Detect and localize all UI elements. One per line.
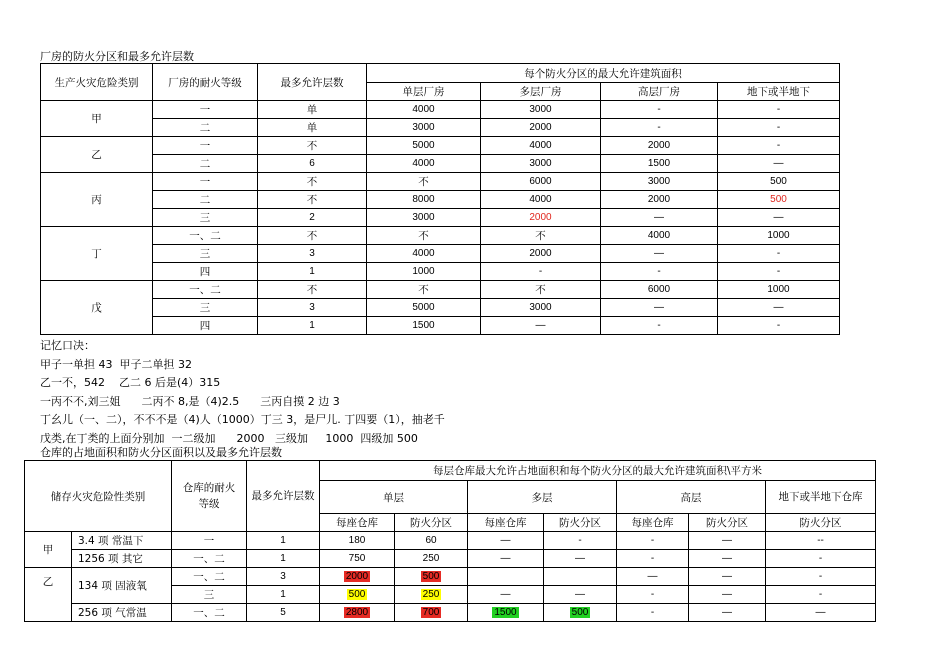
header-fire-zone: 防火分区 <box>395 514 468 532</box>
value-cell: - <box>601 317 718 335</box>
value-cell: 1000 <box>718 227 840 245</box>
value-cell: - <box>617 586 689 604</box>
table-row <box>41 101 840 119</box>
floors-cell: 5 <box>247 604 320 622</box>
header-fire-zone: 防火分区 <box>689 514 766 532</box>
highlight-red: 2800 <box>345 607 369 618</box>
header-category: 储存火灾危险性类别 <box>25 461 172 532</box>
highlight-green: 500 <box>571 607 589 618</box>
value-cell: 4000 <box>481 137 601 155</box>
value-cell: — <box>689 550 766 568</box>
memo-line: 甲子一单担 43 甲子二单担 32 <box>40 357 192 371</box>
grade-cell: 一、二 <box>172 604 247 622</box>
value-cell: - <box>617 604 689 622</box>
value-cell: - <box>601 101 718 119</box>
value-cell <box>544 568 617 586</box>
highlight-red: 2000 <box>345 571 369 582</box>
value-cell <box>320 586 395 604</box>
floors-cell: 1 <box>247 586 320 604</box>
header-max-floors: 最多允许层数 <box>247 461 320 532</box>
memo-line: 戊类,在丁类的上面分别加 一二级加 2000 三级加 1000 四级加 500 <box>40 431 418 445</box>
value-cell: - <box>544 532 617 550</box>
warehouse-fire-table <box>24 460 876 622</box>
memo-line: 丁幺儿（一、二），不不不是（4)人（1000）丁三 3，是尸儿. 丁四要（1），抽老千 <box>40 413 445 426</box>
header-max-area: 每个防火分区的最大允许建筑面积 <box>367 64 840 83</box>
memo-title: 记忆口决： <box>40 339 95 352</box>
value-cell: 6000 <box>481 173 601 191</box>
value-cell: 3000 <box>367 119 481 137</box>
value-cell: 3000 <box>367 209 481 227</box>
value-cell: 不 <box>367 281 481 299</box>
category-cell: 甲 <box>41 101 153 137</box>
header-multi-floor: 多层厂房 <box>481 83 601 101</box>
value-cell: 2000 <box>601 191 718 209</box>
grade-cell: 四 <box>153 317 258 335</box>
floors-cell: 1 <box>247 532 320 550</box>
value-cell: — <box>601 245 718 263</box>
value-cell: — <box>689 586 766 604</box>
table-row <box>41 227 840 245</box>
grade-cell: 一、二 <box>172 550 247 568</box>
value-cell: 3000 <box>601 173 718 191</box>
value-cell: 180 <box>320 532 395 550</box>
grade-cell: 一 <box>153 137 258 155</box>
grade-cell: 二 <box>153 119 258 137</box>
value-cell: 不 <box>367 227 481 245</box>
value-cell: 1000 <box>718 281 840 299</box>
grade-cell: 三 <box>172 586 247 604</box>
grade-cell: 一 <box>153 173 258 191</box>
memo-block <box>40 337 445 448</box>
grade-cell: 三 <box>153 245 258 263</box>
value-cell: 3000 <box>481 101 601 119</box>
grade-cell: 一、二 <box>153 281 258 299</box>
header-single: 单层 <box>320 481 468 514</box>
value-cell: 4000 <box>601 227 718 245</box>
grade-cell: 一、二 <box>153 227 258 245</box>
floors-cell: 不 <box>258 173 367 191</box>
value-cell: 2000 <box>481 119 601 137</box>
table-row <box>41 209 840 227</box>
value-cell: 4000 <box>367 245 481 263</box>
value-cell: 不 <box>481 227 601 245</box>
table-row <box>25 568 876 586</box>
table2-caption: 仓库的占地面积和防火分区面积以及最多允许层数 <box>40 446 282 459</box>
floors-cell: 1 <box>258 263 367 281</box>
grade-cell: 一、二 <box>172 568 247 586</box>
value-cell: — <box>544 550 617 568</box>
header-fire-grade: 仓库的耐火等级 <box>172 461 247 532</box>
grade-cell: 一 <box>172 532 247 550</box>
value-cell: - <box>718 137 840 155</box>
value-cell: - <box>481 263 601 281</box>
table-row <box>41 155 840 173</box>
header-max-area: 每层仓库最大允许占地面积和每个防火分区的最大允许建筑面积\平方米 <box>320 461 876 481</box>
floors-cell: 不 <box>258 137 367 155</box>
value-cell: 60 <box>395 532 468 550</box>
value-cell <box>395 604 468 622</box>
floors-cell: 3 <box>258 299 367 317</box>
floors-cell: 6 <box>258 155 367 173</box>
value-cell <box>468 568 544 586</box>
value-cell: - <box>718 119 840 137</box>
value-cell: 8000 <box>367 191 481 209</box>
value-cell: 5000 <box>367 137 481 155</box>
value-cell: — <box>689 604 766 622</box>
value-cell: - <box>617 550 689 568</box>
category-cell: 乙 <box>25 568 72 622</box>
value-cell: — <box>544 586 617 604</box>
table1-caption: 厂房的防火分区和最多允许层数 <box>40 50 194 63</box>
value-cell: 3000 <box>481 155 601 173</box>
table-row <box>41 245 840 263</box>
header-high: 高层 <box>617 481 766 514</box>
floors-cell: 单 <box>258 101 367 119</box>
value-cell: — <box>689 532 766 550</box>
value-cell <box>544 604 617 622</box>
value-cell: — <box>689 568 766 586</box>
grade-cell: 三 <box>153 209 258 227</box>
value-cell: - <box>766 550 876 568</box>
value-cell: — <box>718 299 840 317</box>
header-high-rise: 高层厂房 <box>601 83 718 101</box>
header-fire-grade: 厂房的耐火等级 <box>153 64 258 101</box>
table-row <box>41 263 840 281</box>
value-cell: - <box>718 101 840 119</box>
value-cell: - <box>766 586 876 604</box>
value-cell: -- <box>766 532 876 550</box>
highlight-red: 500 <box>422 571 440 582</box>
category-cell: 戊 <box>41 281 153 335</box>
category-cell: 丙 <box>41 173 153 227</box>
value-cell: — <box>601 299 718 317</box>
value-cell: 4000 <box>367 101 481 119</box>
value-cell: - <box>601 119 718 137</box>
floors-cell: 不 <box>258 281 367 299</box>
grade-cell: 二 <box>153 155 258 173</box>
value-cell: 3000 <box>481 299 601 317</box>
table-row <box>25 550 876 568</box>
value-cell: 4000 <box>481 191 601 209</box>
category-cell: 乙 <box>41 137 153 173</box>
header-underground: 地下或半地下 <box>718 83 840 101</box>
value-cell: 500 <box>718 191 840 209</box>
category-cell: 丁 <box>41 227 153 281</box>
factory-fire-table <box>40 63 840 335</box>
value-cell: — <box>468 586 544 604</box>
header-per-warehouse: 每座仓库 <box>468 514 544 532</box>
floors-cell: 1 <box>258 317 367 335</box>
header-multi: 多层 <box>468 481 617 514</box>
value-cell: - <box>601 263 718 281</box>
value-cell: - <box>718 317 840 335</box>
value-cell: 4000 <box>367 155 481 173</box>
value-cell: 1500 <box>367 317 481 335</box>
value-cell: — <box>481 317 601 335</box>
value-cell <box>468 604 544 622</box>
value-cell: 1500 <box>601 155 718 173</box>
value-cell: 2000 <box>481 245 601 263</box>
floors-cell: 不 <box>258 227 367 245</box>
floors-cell: 不 <box>258 191 367 209</box>
value-cell: 1000 <box>367 263 481 281</box>
grade-cell: 二 <box>153 191 258 209</box>
header-per-warehouse: 每座仓库 <box>617 514 689 532</box>
value-cell <box>395 586 468 604</box>
value-cell: — <box>718 155 840 173</box>
value-cell <box>320 568 395 586</box>
grade-cell: 一 <box>153 101 258 119</box>
highlight-yellow: 500 <box>348 589 366 600</box>
item-cell: 256 项 气常温 <box>72 604 172 622</box>
floors-cell: 3 <box>247 568 320 586</box>
item-cell: 3.4 项 常温下 <box>72 532 172 550</box>
value-cell <box>320 604 395 622</box>
grade-cell: 三 <box>153 299 258 317</box>
floors-cell: 3 <box>258 245 367 263</box>
table-row <box>41 119 840 137</box>
value-cell: 6000 <box>601 281 718 299</box>
value-cell <box>395 568 468 586</box>
value-cell: — <box>468 550 544 568</box>
highlight-green: 1500 <box>494 607 517 618</box>
header-fire-zone: 防火分区 <box>766 514 876 532</box>
value-cell: — <box>601 209 718 227</box>
value-cell: - <box>718 263 840 281</box>
value-cell: 不 <box>367 173 481 191</box>
header-underground: 地下或半地下仓库 <box>766 481 876 514</box>
value-cell: — <box>468 532 544 550</box>
memo-line: 一丙不不,刘三姐 二丙不 8,是（4)2.5 三丙自摸 2 边 3 <box>40 394 340 408</box>
value-cell: — <box>617 568 689 586</box>
header-max-floors: 最多允许层数 <box>258 64 367 101</box>
value-cell: 2000 <box>481 209 601 227</box>
value-cell: - <box>766 568 876 586</box>
grade-cell: 四 <box>153 263 258 281</box>
table-row <box>41 281 840 299</box>
highlight-yellow: 250 <box>422 589 440 600</box>
value-cell: 250 <box>395 550 468 568</box>
header-fire-zone: 防火分区 <box>544 514 617 532</box>
floors-cell: 2 <box>258 209 367 227</box>
memo-line: 乙一不，542 乙二 6 后是(4）315 <box>40 376 221 389</box>
table-row <box>25 604 876 622</box>
header-per-warehouse: 每座仓库 <box>320 514 395 532</box>
item-cell: 134 项 固液氧 <box>72 568 172 604</box>
value-cell: — <box>766 604 876 622</box>
table-row <box>25 532 876 550</box>
table-row <box>41 317 840 335</box>
value-cell: 5000 <box>367 299 481 317</box>
category-cell: 甲 <box>25 532 72 568</box>
header-single-floor: 单层厂房 <box>367 83 481 101</box>
table-row <box>41 173 840 191</box>
highlight-red: 700 <box>422 607 440 618</box>
table-row <box>41 299 840 317</box>
header-category: 生产火灾危险类别 <box>41 64 153 101</box>
value-cell: - <box>718 245 840 263</box>
floors-cell: 单 <box>258 119 367 137</box>
floors-cell: 1 <box>247 550 320 568</box>
table-row <box>41 137 840 155</box>
value-cell: - <box>617 532 689 550</box>
item-cell: 1256 项 其它 <box>72 550 172 568</box>
table-row <box>41 191 840 209</box>
value-cell: — <box>718 209 840 227</box>
value-cell: 2000 <box>601 137 718 155</box>
value-cell: 不 <box>481 281 601 299</box>
value-cell: 500 <box>718 173 840 191</box>
value-cell: 750 <box>320 550 395 568</box>
